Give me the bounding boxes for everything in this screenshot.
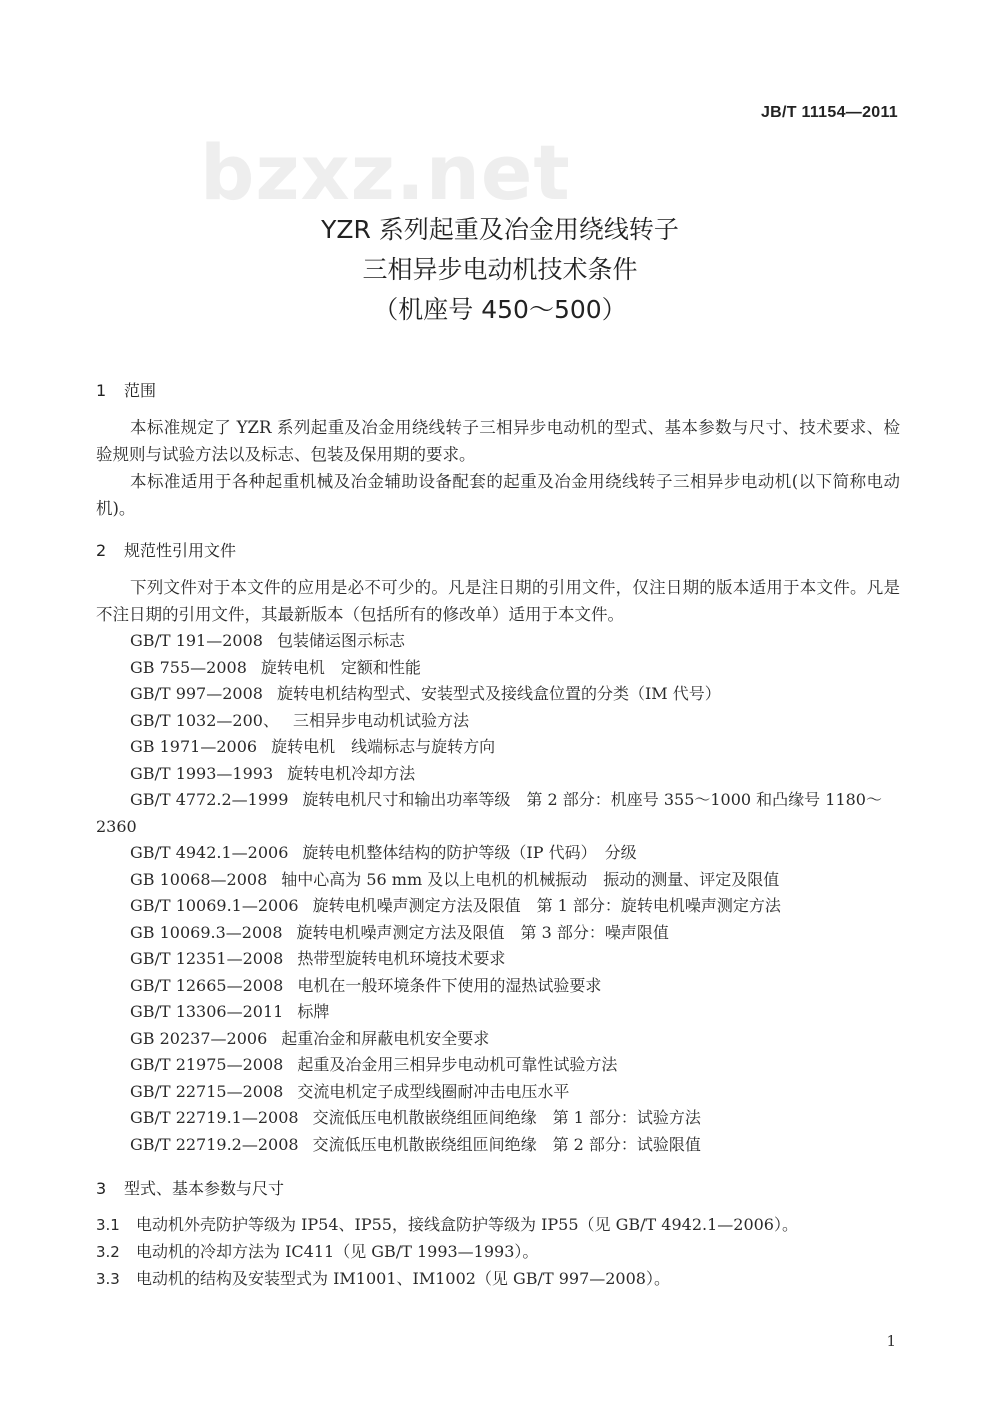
reference-title: 交流低压电机散嵌绕组匝间绝缘 第 1 部分：试验方法: [312, 1108, 701, 1127]
page-number: 1: [886, 1332, 896, 1350]
section-title: 范围: [124, 381, 157, 400]
clause-3-2: [96, 1239, 902, 1265]
document-title-line3: （机座号 450～500）: [373, 295, 627, 324]
reference-item: [96, 1105, 902, 1132]
scope-paragraph-1: 本标准规定了 YZR 系列起重及冶金用绕线转子三相异步电动机的型式、基本参数与尺寸、技术要求、检验规则与试验方法以及标志、包装及保用期的要求。: [96, 418, 900, 464]
section-title: 型式、基本参数与尺寸: [124, 1179, 285, 1198]
reference-item: [96, 840, 902, 867]
reference-item: [96, 1026, 902, 1053]
reference-code: GB/T 4772.2—1999: [130, 790, 289, 809]
reference-title: 旋转电机 定额和性能: [260, 657, 421, 677]
reference-list: [96, 628, 902, 1158]
reference-item: [96, 893, 902, 920]
reference-item: [96, 681, 902, 708]
reference-title: 旋转电机尺寸和输出功率等级 第 2 部分：机座号 355～1000 和凸缘号 1180～2360: [96, 790, 882, 836]
reference-item: [96, 920, 902, 947]
reference-code: GB/T 12351—2008: [130, 949, 284, 968]
reference-code: GB/T 22719.2—2008: [130, 1134, 299, 1154]
reference-code: GB/T 10069.1—2006: [130, 896, 299, 915]
reference-title: 标牌: [297, 1002, 330, 1021]
clause-number: 3.3: [96, 1270, 120, 1288]
reference-item: [96, 973, 902, 1000]
reference-title: 旋转电机 线端标志与旋转方向: [271, 737, 496, 756]
reference-code: GB/T 22719.1—2008: [130, 1108, 299, 1127]
reference-title: 轴中心高为 56 mm 及以上电机的机械振动 振动的测量、评定及限值: [281, 869, 780, 889]
reference-code: GB 1971—2006: [130, 737, 258, 756]
reference-code: GB/T 4942.1—2006: [130, 843, 289, 862]
clause-text: 电动机外壳防护等级为 IP54、IP55，接线盒防护等级为 IP55（见 GB/T 4942.1—2006）。: [136, 1215, 798, 1234]
section-title: 规范性引用文件: [124, 541, 237, 560]
reference-item: [96, 1052, 902, 1079]
reference-title: 起重及冶金用三相异步电动机可靠性试验方法: [297, 1055, 618, 1074]
reference-item: [96, 999, 902, 1026]
reference-item: [96, 708, 902, 735]
reference-code: GB/T 22715—2008: [130, 1081, 284, 1101]
section-number: 3: [96, 1179, 107, 1198]
reference-code: GB/T 12665—2008: [130, 975, 284, 995]
reference-code: GB/T 13306—2011: [130, 1002, 284, 1021]
section-heading-types: [96, 1176, 284, 1199]
clause-text: 电动机的结构及安装型式为 IM1001、IM1002（见 GB/T 997—2008）。: [136, 1269, 670, 1288]
document-title-line2: 三相异步电动机技术条件: [362, 255, 638, 284]
reference-title: 三相异步电动机试验方法: [292, 710, 469, 730]
clause-number: 3.1: [96, 1216, 120, 1234]
reference-title: 包装储运图示标志: [276, 631, 405, 650]
reference-code: GB/T 191—2008: [130, 631, 263, 650]
reference-code: GB 10068—2008: [130, 869, 268, 889]
reference-item: [96, 787, 902, 840]
section-heading-normative-refs: [96, 538, 236, 561]
clause-3-1: [96, 1212, 902, 1238]
reference-item: [96, 1079, 902, 1106]
reference-title: 旋转电机整体结构的防护等级（IP 代码） 分级: [302, 843, 637, 862]
standard-code: JB/T 11154—2011: [760, 104, 898, 121]
section-heading-scope: [96, 378, 156, 401]
scope-paragraph-2: 本标准适用于各种起重机械及冶金辅助设备配套的起重及冶金用绕线转子三相异步电动机(以下简称电动机)。: [96, 472, 900, 518]
reference-code: GB/T 997—2008: [130, 684, 263, 703]
reference-title: 交流低压电机散嵌绕组匝间绝缘 第 2 部分：试验限值: [312, 1134, 701, 1154]
reference-title: 旋转电机结构型式、安装型式及接线盒位置的分类（IM 代号）: [276, 684, 721, 703]
reference-item: [96, 734, 902, 761]
reference-title: 旋转电机噪声测定方法及限值 第 1 部分：旋转电机噪声测定方法: [312, 896, 781, 915]
section-number: 1: [96, 381, 107, 400]
reference-item: [96, 1132, 902, 1159]
reference-title: 热带型旋转电机环境技术要求: [297, 949, 506, 968]
reference-title: 电机在一般环境条件下使用的湿热试验要求: [297, 975, 602, 995]
reference-title: 交流电机定子成型线圈耐冲击电压水平: [297, 1081, 570, 1101]
reference-title: 旋转电机冷却方法: [287, 763, 416, 783]
reference-item: [96, 628, 902, 655]
reference-item: [96, 867, 902, 894]
reference-item: [96, 946, 902, 973]
reference-code: GB 20237—2006: [130, 1028, 268, 1048]
reference-title: 起重冶金和屏蔽电机安全要求: [281, 1028, 490, 1048]
reference-item: [96, 761, 902, 788]
reference-code: GB/T 1993—1993: [130, 763, 274, 783]
reference-item: [96, 655, 902, 682]
reference-code: GB 10069.3—2008: [130, 922, 283, 942]
reference-code: GB/T 1032—200、: [130, 710, 279, 730]
clause-3-3: [96, 1266, 902, 1292]
watermark: bzxz.net: [200, 128, 571, 217]
clause-number: 3.2: [96, 1243, 120, 1261]
section-number: 2: [96, 541, 107, 560]
document-title-line1: YZR 系列起重及冶金用绕线转子: [321, 215, 679, 244]
normative-refs-paragraph: 下列文件对于本文件的应用是必不可少的。凡是注日期的引用文件，仅注日期的版本适用于本文件。凡是不注日期的引用文件，其最新版本（包括所有的修改单）适用于本文件。: [96, 578, 900, 624]
reference-code: GB/T 21975—2008: [130, 1055, 284, 1074]
clause-text: 电动机的冷却方法为 IC411（见 GB/T 1993—1993）。: [136, 1242, 539, 1261]
reference-title: 旋转电机噪声测定方法及限值 第 3 部分：噪声限值: [296, 922, 669, 942]
reference-code: GB 755—2008: [130, 657, 247, 677]
